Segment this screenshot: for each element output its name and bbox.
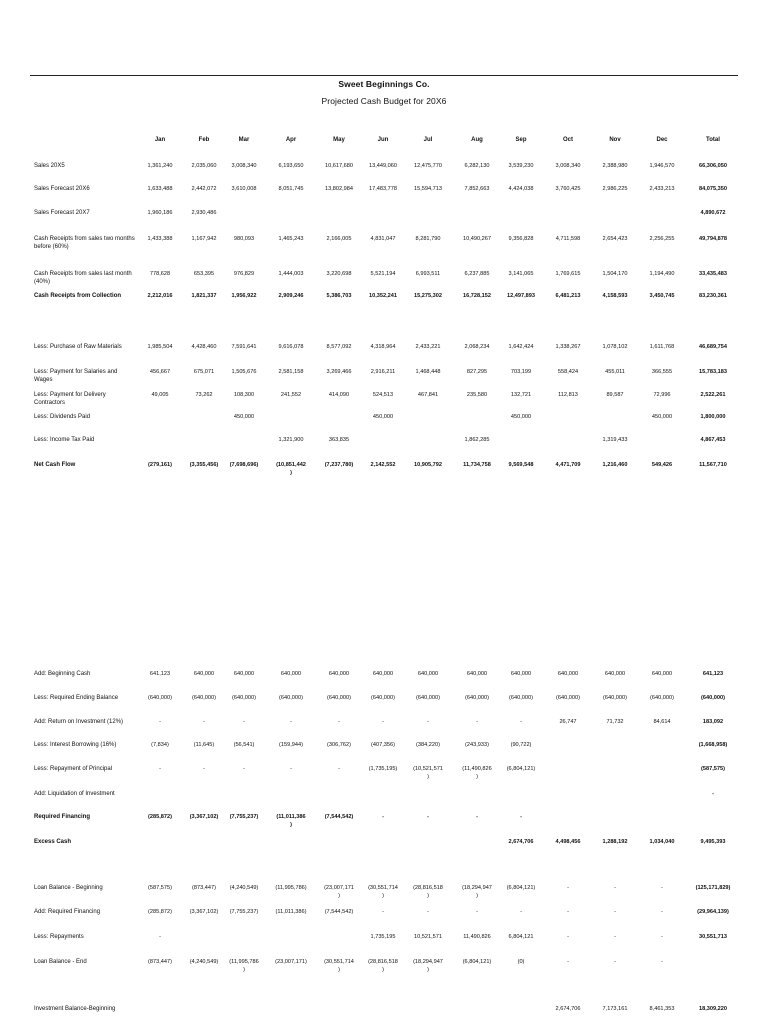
row-label: Excess Cash — [34, 839, 72, 845]
total-cell: - — [712, 791, 714, 797]
value-cell: - — [614, 885, 616, 891]
value-cell: 6,282,130 — [464, 163, 490, 169]
value-cell: 450,000 — [372, 414, 394, 420]
value-cell: 1,078,102 — [602, 344, 628, 350]
value-cell: 1,946,570 — [649, 163, 675, 169]
value-cell: 6,804,121 — [508, 934, 534, 940]
value-cell: 640,000 — [233, 671, 255, 677]
value-cell: (640,000) — [327, 695, 351, 701]
value-cell: 414,090 — [328, 392, 350, 398]
value-cell: - — [661, 885, 663, 891]
column-header-mar: Mar — [238, 137, 250, 143]
value-cell: (11,490,826 ) — [462, 766, 492, 780]
value-cell: 11,490,826 — [463, 934, 491, 940]
value-cell: 5,521,194 — [370, 271, 396, 277]
column-header-jan: Jan — [154, 137, 166, 143]
value-cell: 4,158,593 — [602, 293, 628, 299]
value-cell: (7,237,780) — [324, 462, 354, 468]
value-cell: (159,944) — [279, 742, 303, 748]
value-cell: 2,909,246 — [278, 293, 304, 299]
row-label: Loan Balance - End — [34, 959, 87, 965]
total-cell: 15,783,183 — [699, 369, 727, 375]
value-cell: (279,161) — [148, 462, 172, 468]
value-cell: 7,173,161 — [602, 1006, 628, 1012]
value-cell: (0) — [517, 959, 525, 965]
value-cell: 2,654,423 — [602, 236, 628, 242]
value-cell: 3,220,698 — [326, 271, 352, 277]
value-cell: (11,995,786) — [275, 885, 307, 891]
row-label: Add: Return on Investment (12%) — [34, 719, 124, 725]
value-cell: - — [338, 766, 340, 772]
value-cell: (10,521,571 ) — [413, 766, 443, 780]
value-cell: 1,444,003 — [278, 271, 304, 277]
value-cell: 4,318,964 — [370, 344, 396, 350]
value-cell: (6,804,121) — [506, 766, 536, 772]
value-cell: - — [203, 766, 205, 772]
total-cell: (29,964,139) — [697, 909, 729, 915]
value-cell: - — [476, 909, 478, 915]
total-cell: 641,123 — [702, 671, 724, 677]
value-cell: - — [427, 719, 429, 725]
value-cell: 1,321,900 — [278, 437, 304, 443]
column-header-jul: Jul — [423, 137, 433, 143]
column-header-jun: Jun — [377, 137, 389, 143]
value-cell: - — [567, 934, 569, 940]
value-cell: 2,035,060 — [191, 163, 217, 169]
value-cell: (640,000) — [148, 695, 172, 701]
value-cell: - — [520, 719, 522, 725]
column-header-may: May — [333, 137, 345, 143]
row-label: Investment Balance-Beginning — [34, 1006, 116, 1012]
row-label: Add: Liquidation of Investment — [34, 791, 115, 797]
value-cell: (587,575) — [148, 885, 172, 891]
row-label: Less: Purchase of Raw Materials — [34, 344, 122, 350]
value-cell: 1,735,195 — [370, 934, 396, 940]
column-header-oct: Oct — [562, 137, 573, 143]
value-cell: 1,034,040 — [649, 839, 675, 845]
column-header-aug: Aug — [471, 137, 483, 143]
value-cell: 450,000 — [651, 414, 673, 420]
row-label: Cash Receipts from sales two months before (60%) — [34, 236, 135, 250]
total-cell: 18,309,220 — [699, 1006, 727, 1012]
value-cell: 549,426 — [651, 462, 673, 468]
value-cell: 9,616,078 — [278, 344, 304, 350]
value-cell: 455,011 — [605, 369, 625, 375]
value-cell: 456,667 — [149, 369, 171, 375]
value-cell: 4,471,709 — [555, 462, 581, 468]
value-cell: (285,872) — [148, 814, 172, 820]
value-cell: 827,295 — [466, 369, 488, 375]
value-cell: 366,555 — [651, 369, 673, 375]
value-cell: 2,674,706 — [555, 1006, 581, 1012]
row-label: Loan Balance - Beginning — [34, 885, 103, 891]
value-cell: 1,611,768 — [649, 344, 675, 350]
value-cell: 89,587 — [606, 392, 624, 398]
value-cell: (6,804,121) — [506, 885, 536, 891]
column-header-dec: Dec — [656, 137, 668, 143]
value-cell: 49,005 — [151, 392, 169, 398]
value-cell: 1,633,488 — [147, 186, 173, 192]
value-cell: 2,068,234 — [464, 344, 490, 350]
row-label: Less: Payment for Delivery Contractors — [34, 392, 106, 406]
value-cell: 8,577,092 — [326, 344, 352, 350]
value-cell: 241,552 — [280, 392, 302, 398]
value-cell: 2,442,072 — [191, 186, 217, 192]
value-cell: (285,872) — [148, 909, 172, 915]
value-cell: (640,000) — [232, 695, 256, 701]
value-cell: 640,000 — [466, 671, 488, 677]
value-cell: 1,468,448 — [415, 369, 441, 375]
value-cell: (873,447) — [148, 959, 172, 965]
value-cell: 703,199 — [510, 369, 532, 375]
value-cell: (1,735,195) — [368, 766, 398, 772]
value-cell: 2,166,005 — [326, 236, 352, 242]
value-cell: - — [614, 959, 616, 965]
value-cell: 4,498,456 — [555, 839, 581, 845]
value-cell: - — [203, 719, 205, 725]
value-cell: 12,497,893 — [507, 293, 535, 299]
value-cell: 1,338,267 — [555, 344, 581, 350]
value-cell: 7,591,641 — [231, 344, 257, 350]
value-cell: 2,256,255 — [649, 236, 675, 242]
value-cell: (7,544,542) — [324, 814, 354, 820]
value-cell: 1,288,192 — [602, 839, 628, 845]
value-cell: 1,956,922 — [231, 293, 257, 299]
value-cell: (28,816,518 ) — [368, 959, 398, 973]
row-label: Cash Receipts from Collection — [34, 293, 122, 299]
value-cell: 4,711,598 — [555, 236, 581, 242]
value-cell: 653,395 — [193, 271, 215, 277]
value-cell: (18,294,947 ) — [413, 959, 443, 973]
value-cell: (11,995,786 ) — [229, 959, 259, 973]
value-cell: (3,355,456) — [189, 462, 219, 468]
total-cell: 183,092 — [702, 719, 724, 725]
total-cell: 84,075,350 — [699, 186, 727, 192]
value-cell: 3,760,425 — [555, 186, 581, 192]
total-cell: 66,306,050 — [699, 163, 727, 169]
value-cell: 8,461,353 — [649, 1006, 675, 1012]
value-cell: (11,011,386 ) — [276, 814, 306, 828]
value-cell: 2,581,158 — [278, 369, 304, 375]
value-cell: 640,000 — [651, 671, 673, 677]
value-cell: 9,356,828 — [508, 236, 534, 242]
value-cell: - — [427, 814, 429, 820]
value-cell: 3,141,065 — [508, 271, 534, 277]
value-cell: 73,262 — [195, 392, 213, 398]
value-cell: (7,834) — [151, 742, 169, 748]
value-cell: (7,544,542) — [324, 909, 354, 915]
total-cell: (587,575) — [701, 766, 725, 772]
value-cell: 8,051,745 — [278, 186, 304, 192]
value-cell: 5,386,703 — [326, 293, 352, 299]
value-cell: 363,835 — [328, 437, 350, 443]
value-cell: 8,281,790 — [415, 236, 441, 242]
value-cell: (640,000) — [603, 695, 627, 701]
value-cell: (873,447) — [192, 885, 216, 891]
value-cell: 6,993,511 — [415, 271, 441, 277]
value-cell: (30,551,714 ) — [324, 959, 354, 973]
value-cell: 1,960,186 — [147, 210, 173, 216]
value-cell: - — [290, 719, 292, 725]
value-cell: 6,481,213 — [555, 293, 581, 299]
total-cell: 9,495,393 — [700, 839, 726, 845]
value-cell: - — [382, 814, 384, 820]
total-cell: 1,800,000 — [700, 414, 726, 420]
value-cell: 1,505,676 — [231, 369, 257, 375]
row-label: Less: Income Tax Paid — [34, 437, 95, 443]
value-cell: 641,123 — [149, 671, 171, 677]
value-cell: 1,194,490 — [649, 271, 675, 277]
row-label: Sales Forecast 20X6 — [34, 186, 90, 192]
value-cell: 640,000 — [510, 671, 532, 677]
column-header-total: Total — [706, 137, 720, 143]
value-cell: 2,433,221 — [415, 344, 441, 350]
value-cell: 3,269,466 — [326, 369, 352, 375]
total-cell: (640,000) — [701, 695, 725, 701]
value-cell: (3,367,102) — [189, 909, 219, 915]
value-cell: 4,831,047 — [370, 236, 396, 242]
row-label: Less: Interest Borrowing (16%) — [34, 742, 117, 748]
value-cell: - — [290, 766, 292, 772]
value-cell: 640,000 — [372, 671, 394, 677]
row-label: Less: Dividends Paid — [34, 414, 91, 420]
value-cell: (7,698,696) — [229, 462, 259, 468]
total-cell: (1,668,958) — [698, 742, 728, 748]
value-cell: - — [159, 766, 161, 772]
value-cell: 450,000 — [233, 414, 255, 420]
value-cell: - — [159, 934, 161, 940]
value-cell: - — [159, 719, 161, 725]
value-cell: 11,734,758 — [463, 462, 491, 468]
value-cell: 9,569,548 — [508, 462, 534, 468]
total-cell: (125,171,829) — [695, 885, 731, 891]
value-cell: (11,011,386) — [275, 909, 307, 915]
report-subtitle: Projected Cash Budget for 20X6 — [321, 96, 447, 106]
value-cell: 1,361,240 — [147, 163, 173, 169]
value-cell: 640,000 — [604, 671, 626, 677]
value-cell: 6,193,650 — [278, 163, 304, 169]
value-cell: (56,541) — [233, 742, 255, 748]
total-cell: 49,794,878 — [699, 236, 727, 242]
value-cell: - — [661, 959, 663, 965]
value-cell: 10,521,571 — [414, 934, 442, 940]
value-cell: - — [614, 909, 616, 915]
row-label: Sales 20X5 — [34, 163, 65, 169]
row-label: Less: Repayments — [34, 934, 84, 940]
value-cell: 640,000 — [557, 671, 579, 677]
value-cell: (90,722) — [510, 742, 532, 748]
value-cell: - — [243, 766, 245, 772]
value-cell: (7,755,237) — [229, 814, 259, 820]
value-cell: 112,813 — [558, 392, 578, 398]
value-cell: 3,539,230 — [508, 163, 534, 169]
row-label: Less: Payment for Salaries and Wages — [34, 369, 118, 383]
value-cell: 10,490,267 — [463, 236, 491, 242]
value-cell: 4,424,038 — [508, 186, 534, 192]
value-cell: 1,433,388 — [147, 236, 173, 242]
value-cell: 10,905,792 — [414, 462, 442, 468]
value-cell: (11,645) — [193, 742, 215, 748]
value-cell: (640,000) — [371, 695, 395, 701]
column-header-feb: Feb — [198, 137, 210, 143]
value-cell: 12,475,770 — [414, 163, 442, 169]
total-cell: 11,567,710 — [699, 462, 727, 468]
value-cell: 15,594,713 — [414, 186, 442, 192]
value-cell: 72,996 — [653, 392, 671, 398]
value-cell: - — [338, 719, 340, 725]
value-cell: 10,617,680 — [325, 163, 353, 169]
row-label: Add: Beginning Cash — [34, 671, 91, 677]
total-cell: 30,551,713 — [699, 934, 727, 940]
value-cell: (18,294,947 ) — [462, 885, 492, 899]
value-cell: - — [567, 885, 569, 891]
value-cell: 640,000 — [193, 671, 215, 677]
value-cell: (4,240,549) — [189, 959, 219, 965]
value-cell: - — [520, 814, 522, 820]
company-title: Sweet Beginnings Co. — [338, 79, 430, 89]
value-cell: (30,551,714 ) — [368, 885, 398, 899]
value-cell: 4,428,460 — [191, 344, 217, 350]
value-cell: 1,769,615 — [555, 271, 581, 277]
value-cell: (640,000) — [509, 695, 533, 701]
value-cell: - — [476, 814, 478, 820]
value-cell: 640,000 — [328, 671, 350, 677]
value-cell: 2,388,980 — [602, 163, 628, 169]
value-cell: 2,674,706 — [508, 839, 534, 845]
value-cell: 26,747 — [559, 719, 577, 725]
value-cell: - — [661, 909, 663, 915]
value-cell: 71,732 — [606, 719, 624, 725]
value-cell: 132,721 — [510, 392, 532, 398]
value-cell: - — [382, 719, 384, 725]
row-label: Add: Required Financing — [34, 909, 101, 915]
value-cell: - — [520, 909, 522, 915]
value-cell: 10,352,241 — [369, 293, 397, 299]
value-cell: (243,933) — [465, 742, 489, 748]
total-cell: 4,867,453 — [700, 437, 726, 443]
column-header-sep: Sep — [515, 137, 527, 143]
value-cell: (640,000) — [416, 695, 440, 701]
value-cell: 640,000 — [280, 671, 302, 677]
value-cell: 778,628 — [149, 271, 171, 277]
total-cell: 83,230,361 — [699, 293, 727, 299]
row-label: Sales Forecast 20X7 — [34, 210, 90, 216]
value-cell: (23,007,171) — [275, 959, 307, 965]
total-cell: 33,435,483 — [699, 271, 727, 277]
value-cell: 15,275,302 — [414, 293, 442, 299]
column-header-nov: Nov — [609, 137, 621, 143]
value-cell: - — [567, 959, 569, 965]
value-cell: 2,433,213 — [649, 186, 675, 192]
value-cell: 450,000 — [510, 414, 532, 420]
value-cell: 1,862,285 — [464, 437, 490, 443]
total-cell: 2,522,261 — [700, 392, 726, 398]
value-cell: - — [382, 909, 384, 915]
value-cell: 235,580 — [466, 392, 488, 398]
value-cell: - — [243, 719, 245, 725]
value-cell: 1,167,942 — [191, 236, 217, 242]
value-cell: 13,802,984 — [325, 186, 353, 192]
column-header-apr: Apr — [285, 137, 297, 143]
value-cell: 84,614 — [653, 719, 671, 725]
value-cell: 2,930,486 — [191, 210, 217, 216]
value-cell: (28,816,518 ) — [413, 885, 443, 899]
value-cell: 1,642,424 — [508, 344, 534, 350]
value-cell: 1,319,433 — [602, 437, 628, 443]
value-cell: 640,000 — [417, 671, 439, 677]
value-cell: (4,240,549) — [229, 885, 259, 891]
value-cell: 558,424 — [557, 369, 579, 375]
value-cell: 3,610,008 — [231, 186, 257, 192]
value-cell: 2,142,552 — [370, 462, 396, 468]
value-cell: 524,513 — [372, 392, 394, 398]
value-cell: 675,071 — [193, 369, 215, 375]
total-cell: 46,689,754 — [699, 344, 727, 350]
value-cell: 1,465,243 — [278, 236, 304, 242]
value-cell: (3,367,102) — [189, 814, 219, 820]
value-cell: (640,000) — [279, 695, 303, 701]
value-cell: (306,762) — [327, 742, 351, 748]
value-cell: 1,985,504 — [147, 344, 173, 350]
value-cell: (23,007,171 ) — [324, 885, 354, 899]
value-cell: 7,852,663 — [464, 186, 490, 192]
value-cell: 3,008,340 — [231, 163, 257, 169]
value-cell: 1,821,337 — [191, 293, 217, 299]
value-cell: (640,000) — [650, 695, 674, 701]
value-cell: 467,841 — [417, 392, 439, 398]
value-cell: 2,212,016 — [147, 293, 173, 299]
value-cell: (640,000) — [556, 695, 580, 701]
value-cell: (10,851,442 ) — [276, 462, 306, 476]
row-label: Less: Repayment of Principal — [34, 766, 113, 772]
value-cell: 2,916,211 — [370, 369, 396, 375]
total-cell: 4,890,672 — [700, 210, 726, 216]
value-cell: (7,755,237) — [229, 909, 259, 915]
value-cell: 1,216,460 — [602, 462, 628, 468]
value-cell: 108,300 — [233, 392, 255, 398]
value-cell: - — [427, 909, 429, 915]
value-cell: 980,093 — [233, 236, 255, 242]
row-label: Cash Receipts from sales last month (40%) — [34, 271, 132, 285]
row-label: Less: Required Ending Balance — [34, 695, 119, 701]
value-cell: - — [476, 719, 478, 725]
value-cell: (640,000) — [192, 695, 216, 701]
value-cell: (640,000) — [465, 695, 489, 701]
top-rule — [30, 75, 738, 76]
value-cell: - — [661, 934, 663, 940]
value-cell: 3,450,745 — [649, 293, 675, 299]
value-cell: (6,804,121) — [462, 959, 492, 965]
value-cell: 3,008,340 — [555, 163, 581, 169]
value-cell: - — [567, 909, 569, 915]
value-cell: 16,728,152 — [463, 293, 491, 299]
row-label: Net Cash Flow — [34, 462, 76, 468]
value-cell: 13,449,060 — [369, 163, 397, 169]
value-cell: 2,986,225 — [602, 186, 628, 192]
value-cell: 6,237,885 — [464, 271, 490, 277]
value-cell: (384,220) — [416, 742, 440, 748]
value-cell: 1,504,170 — [602, 271, 628, 277]
row-label: Required Financing — [34, 814, 91, 820]
value-cell: 17,483,778 — [369, 186, 397, 192]
value-cell: - — [614, 934, 616, 940]
value-cell: (407,356) — [371, 742, 395, 748]
value-cell: 976,829 — [233, 271, 255, 277]
